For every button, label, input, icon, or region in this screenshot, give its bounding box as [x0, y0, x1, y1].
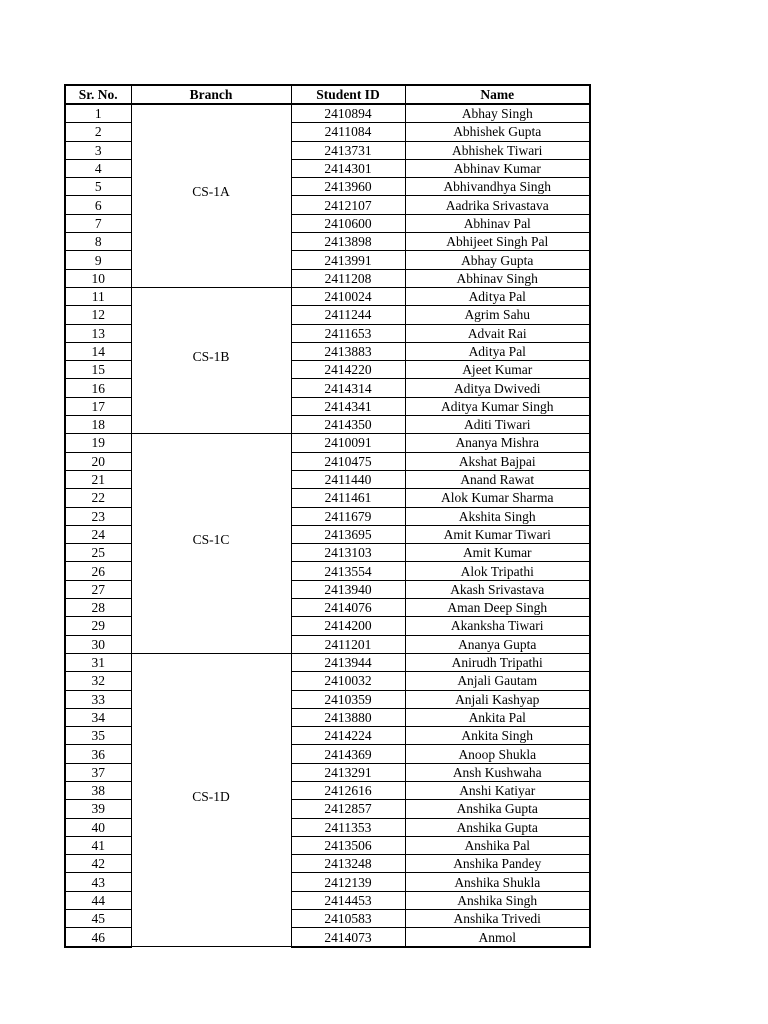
student-id-cell: 2413960	[291, 178, 405, 196]
student-name-cell: Abhay Singh	[405, 104, 590, 123]
student-name-cell: Aditya Pal	[405, 342, 590, 360]
student-name-cell: Anirudh Tripathi	[405, 653, 590, 671]
sr-no-cell: 43	[65, 873, 131, 891]
branch-cell: CS-1C	[131, 434, 291, 654]
student-id-cell: 2411653	[291, 324, 405, 342]
student-name-cell: Anshika Pandey	[405, 855, 590, 873]
sr-no-cell: 39	[65, 800, 131, 818]
student-id-cell: 2414301	[291, 159, 405, 177]
sr-no-cell: 35	[65, 727, 131, 745]
student-name-cell: Amit Kumar	[405, 544, 590, 562]
student-id-cell: 2411461	[291, 489, 405, 507]
sr-no-cell: 9	[65, 251, 131, 269]
student-id-cell: 2414341	[291, 397, 405, 415]
student-id-cell: 2413506	[291, 836, 405, 854]
student-id-cell: 2413940	[291, 580, 405, 598]
table-body	[65, 104, 590, 947]
sr-no-cell: 37	[65, 763, 131, 781]
sr-no-cell: 25	[65, 544, 131, 562]
student-name-cell: Anmol	[405, 928, 590, 947]
sr-no-cell: 10	[65, 269, 131, 287]
student-name-cell: Akanksha Tiwari	[405, 617, 590, 635]
sr-no-cell: 42	[65, 855, 131, 873]
student-name-cell: Anshika Gupta	[405, 800, 590, 818]
sr-no-cell: 45	[65, 910, 131, 928]
header-name: Name	[405, 85, 590, 104]
student-id-cell: 2411244	[291, 306, 405, 324]
sr-no-cell: 27	[65, 580, 131, 598]
student-id-cell: 2413291	[291, 763, 405, 781]
student-name-cell: Abhinav Pal	[405, 214, 590, 232]
student-id-cell: 2414350	[291, 416, 405, 434]
sr-no-cell: 38	[65, 781, 131, 799]
student-name-cell: Advait Rai	[405, 324, 590, 342]
branch-cell: CS-1B	[131, 287, 291, 433]
student-id-cell: 2413248	[291, 855, 405, 873]
sr-no-cell: 40	[65, 818, 131, 836]
sr-no-cell: 29	[65, 617, 131, 635]
sr-no-cell: 36	[65, 745, 131, 763]
student-id-cell: 2413991	[291, 251, 405, 269]
branch-cell: CS-1A	[131, 104, 291, 287]
student-name-cell: Anshika Pal	[405, 836, 590, 854]
sr-no-cell: 18	[65, 416, 131, 434]
sr-no-cell: 17	[65, 397, 131, 415]
sr-no-cell: 12	[65, 306, 131, 324]
student-name-cell: Akash Srivastava	[405, 580, 590, 598]
student-id-cell: 2410583	[291, 910, 405, 928]
header-sr-no: Sr. No.	[65, 85, 131, 104]
student-name-cell: Aditi Tiwari	[405, 416, 590, 434]
student-id-cell: 2411084	[291, 123, 405, 141]
student-id-cell: 2413898	[291, 233, 405, 251]
student-id-cell: 2412107	[291, 196, 405, 214]
student-name-cell: Amit Kumar Tiwari	[405, 525, 590, 543]
student-id-cell: 2411201	[291, 635, 405, 653]
sr-no-cell: 5	[65, 178, 131, 196]
student-name-cell: Aditya Dwivedi	[405, 379, 590, 397]
student-name-cell: Aditya Pal	[405, 287, 590, 305]
table-row	[65, 653, 590, 671]
student-name-cell: Alok Tripathi	[405, 562, 590, 580]
student-name-cell: Abhinav Kumar	[405, 159, 590, 177]
student-name-cell: Anshika Shukla	[405, 873, 590, 891]
student-name-cell: Anshika Gupta	[405, 818, 590, 836]
student-id-cell: 2410359	[291, 690, 405, 708]
student-name-cell: Anjali Gautam	[405, 672, 590, 690]
student-id-cell: 2414076	[291, 599, 405, 617]
sr-no-cell: 7	[65, 214, 131, 232]
table-row	[65, 287, 590, 305]
student-name-cell: Ankita Singh	[405, 727, 590, 745]
sr-no-cell: 22	[65, 489, 131, 507]
student-id-cell: 2412616	[291, 781, 405, 799]
student-name-cell: Anshika Singh	[405, 891, 590, 909]
sr-no-cell: 6	[65, 196, 131, 214]
sr-no-cell: 4	[65, 159, 131, 177]
student-name-cell: Ajeet Kumar	[405, 361, 590, 379]
student-name-cell: Akshita Singh	[405, 507, 590, 525]
student-name-cell: Anoop Shukla	[405, 745, 590, 763]
sr-no-cell: 26	[65, 562, 131, 580]
sr-no-cell: 24	[65, 525, 131, 543]
student-id-cell: 2414453	[291, 891, 405, 909]
student-id-cell: 2412857	[291, 800, 405, 818]
sr-no-cell: 8	[65, 233, 131, 251]
table-row	[65, 434, 590, 452]
student-name-cell: Abhijeet Singh Pal	[405, 233, 590, 251]
student-name-cell: Anjali Kashyap	[405, 690, 590, 708]
student-name-cell: Alok Kumar Sharma	[405, 489, 590, 507]
student-id-cell: 2413883	[291, 342, 405, 360]
sr-no-cell: 44	[65, 891, 131, 909]
student-name-cell: Abhay Gupta	[405, 251, 590, 269]
student-id-cell: 2410600	[291, 214, 405, 232]
student-name-cell: Aman Deep Singh	[405, 599, 590, 617]
header-student-id: Student ID	[291, 85, 405, 104]
student-id-cell: 2413731	[291, 141, 405, 159]
student-id-cell: 2414073	[291, 928, 405, 947]
student-name-cell: Agrim Sahu	[405, 306, 590, 324]
student-id-cell: 2413554	[291, 562, 405, 580]
sr-no-cell: 19	[65, 434, 131, 452]
student-name-cell: Ansh Kushwaha	[405, 763, 590, 781]
student-id-cell: 2410475	[291, 452, 405, 470]
student-id-cell: 2414314	[291, 379, 405, 397]
table-row	[65, 104, 590, 123]
student-id-cell: 2410091	[291, 434, 405, 452]
sr-no-cell: 30	[65, 635, 131, 653]
student-roster-table	[64, 84, 591, 948]
sr-no-cell: 15	[65, 361, 131, 379]
student-name-cell: Abhivandhya Singh	[405, 178, 590, 196]
student-id-cell: 2414200	[291, 617, 405, 635]
student-id-cell: 2413695	[291, 525, 405, 543]
sr-no-cell: 23	[65, 507, 131, 525]
student-name-cell: Akshat Bajpai	[405, 452, 590, 470]
student-name-cell: Anshi Katiyar	[405, 781, 590, 799]
sr-no-cell: 16	[65, 379, 131, 397]
sr-no-cell: 34	[65, 708, 131, 726]
sr-no-cell: 33	[65, 690, 131, 708]
student-id-cell: 2411208	[291, 269, 405, 287]
sr-no-cell: 32	[65, 672, 131, 690]
sr-no-cell: 13	[65, 324, 131, 342]
branch-cell: CS-1D	[131, 653, 291, 946]
student-name-cell: Abhishek Gupta	[405, 123, 590, 141]
sr-no-cell: 31	[65, 653, 131, 671]
sr-no-cell: 3	[65, 141, 131, 159]
student-id-cell: 2411440	[291, 470, 405, 488]
sr-no-cell: 21	[65, 470, 131, 488]
student-id-cell: 2413944	[291, 653, 405, 671]
student-name-cell: Abhinav Singh	[405, 269, 590, 287]
student-name-cell: Anshika Trivedi	[405, 910, 590, 928]
student-name-cell: Aadrika Srivastava	[405, 196, 590, 214]
sr-no-cell: 28	[65, 599, 131, 617]
student-id-cell: 2410894	[291, 104, 405, 123]
sr-no-cell: 46	[65, 928, 131, 947]
sr-no-cell: 20	[65, 452, 131, 470]
sr-no-cell: 41	[65, 836, 131, 854]
student-name-cell: Ankita Pal	[405, 708, 590, 726]
student-id-cell: 2411353	[291, 818, 405, 836]
sr-no-cell: 2	[65, 123, 131, 141]
student-id-cell: 2410024	[291, 287, 405, 305]
student-name-cell: Aditya Kumar Singh	[405, 397, 590, 415]
header-branch: Branch	[131, 85, 291, 104]
student-id-cell: 2414220	[291, 361, 405, 379]
student-id-cell: 2414224	[291, 727, 405, 745]
table-header	[65, 85, 590, 104]
student-id-cell: 2413103	[291, 544, 405, 562]
header-row	[65, 85, 590, 104]
student-name-cell: Anand Rawat	[405, 470, 590, 488]
student-id-cell: 2410032	[291, 672, 405, 690]
sr-no-cell: 14	[65, 342, 131, 360]
student-name-cell: Abhishek Tiwari	[405, 141, 590, 159]
student-id-cell: 2413880	[291, 708, 405, 726]
sr-no-cell: 11	[65, 287, 131, 305]
student-id-cell: 2412139	[291, 873, 405, 891]
student-id-cell: 2411679	[291, 507, 405, 525]
student-id-cell: 2414369	[291, 745, 405, 763]
student-name-cell: Ananya Mishra	[405, 434, 590, 452]
student-name-cell: Ananya Gupta	[405, 635, 590, 653]
sr-no-cell: 1	[65, 104, 131, 123]
